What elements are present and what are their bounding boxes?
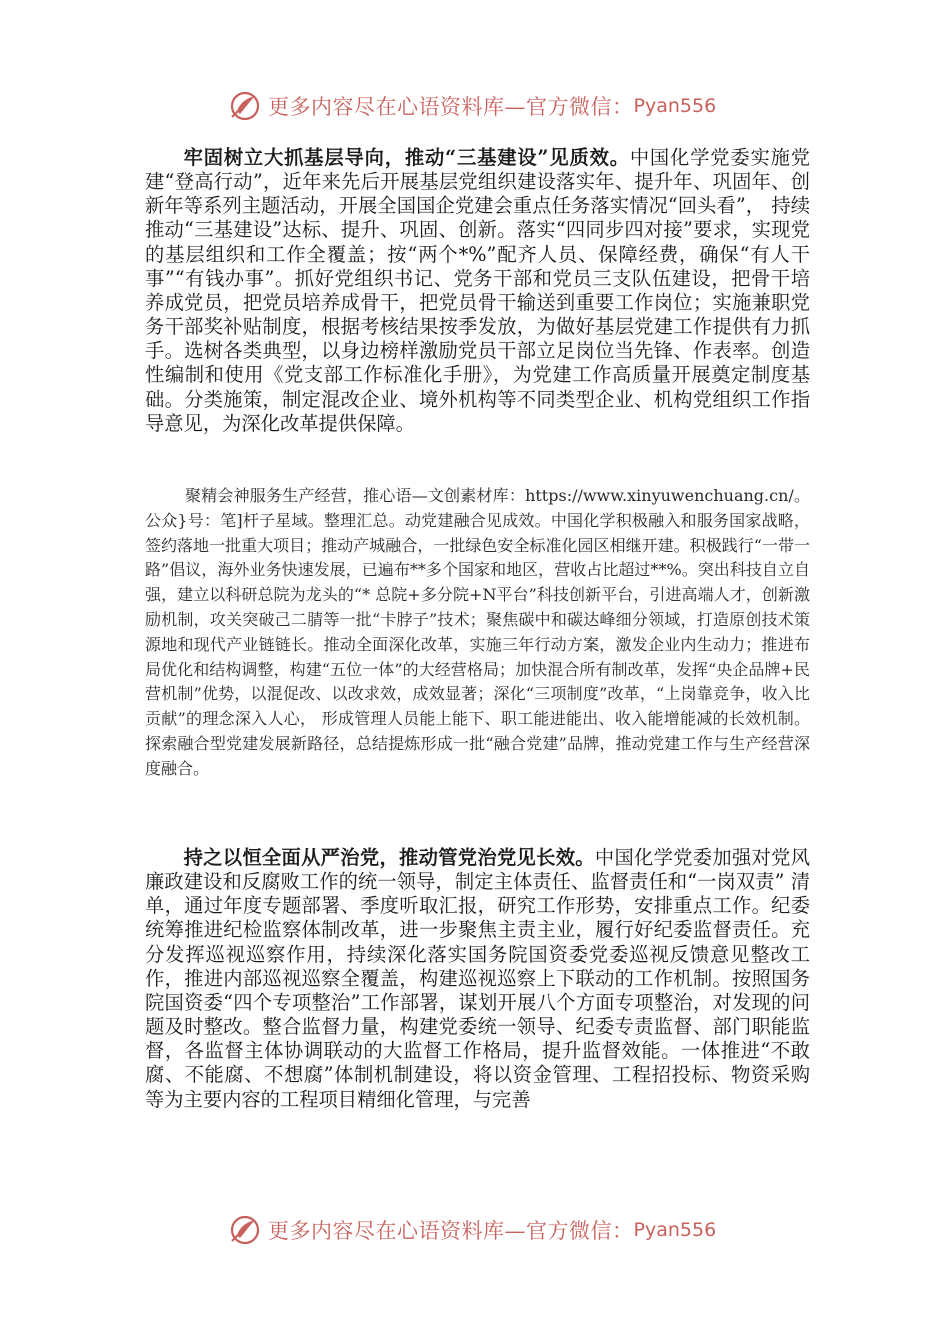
- banner-wechat-id: Pyan556: [633, 95, 717, 117]
- paragraph-body: 中国化学党委加强对党风廉政建设和反腐败工作的统一领导，制定主体责任、监督责任和“一岗双责” 清单，通过年度专题部署、季度听取汇报，研究工作形势，安排重点工作。纪委统筹推进纪检监察体制改革，进一步聚焦主责主业，履行好纪委监督责任。充分发挥巡视巡察作用，持续深化落实国务院国资委党委巡视反馈意见整改工作，推进内部巡视巡察全覆盖，构建巡视巡察上下联动的工作机制。按照国务院国资委“四个专项整治”工作部署，谋划开展八个方面专项整治，对发现的问题及时整改。整合监督力量，构建党委统一领导、纪委专责监督、部门职能监督，各监督主体协调联动的大监督工作格局，提升监督效能。一体推进“不敢腐、不能腐、不想腐”体制机制建设，将以资金管理、工程招投标、物资采购等为主要内容的工程项目精细化管理，与完善: [145, 846, 811, 1111]
- banner-text: 更多内容尽在心语资料库—官方微信：: [268, 95, 634, 119]
- paragraph-heading: 持之以恒全面从严治党，推动管党治党见长效。: [183, 846, 595, 869]
- footer-banner: [228, 1210, 716, 1250]
- banner-text: 更多内容尽在心语资料库—官方微信：: [268, 1219, 634, 1243]
- logo-icon: [228, 1213, 262, 1247]
- banner-wechat-id: Pyan556: [633, 1219, 717, 1241]
- logo-icon: [228, 89, 262, 123]
- header-banner: [228, 86, 716, 126]
- paragraph-integration: 聚精会神服务生产经营，推心语—文创素材库：https://www.xinyuwenchuang.cn/。公众}号：笔]杆子星域。整理汇总。动党建融合见成效。中国化学积极融入和服务国家战略，签约落地一批重大项目；推动产城融合，一批绿色安全标准化园区相继开建。积极践行“一带一路”倡议，海外业务快速发展，已遍布**多个国家和地区，营收占比超过**%。突出科技自立自强，建立以科研总院为龙头的“* 总院+多分院+N平台”科技创新平台，引进高端人才，创新激励机制，攻关突破己二腈等一批“卡脖子”技术；聚焦碳中和碳达峰细分领域，打造原创技术策源地和现代产业链链长。推动全面深化改革，实施三年行动方案，激发企业内生动力；推进布局优化和结构调整，构建“五位一体”的大经营格局；加快混合所有制改革，发挥“央企品牌+民营机制”优势，以混促改、以改求效，成效显著；深化“三项制度”改革，“上岗靠竞争，收入比贡献”的理念深入人心， 形成管理人员能上能下、职工能进能出、收入能增能减的长效机制。探索融合型党建发展新路径，总结提炼形成一批“融合党建”品牌，推动党建工作与生产经营深度融合。: [145, 486, 810, 778]
- paragraph-heading: 牢固树立大抓基层导向，推动“三基建设”见质效。: [183, 146, 630, 169]
- paragraph-discipline: [145, 846, 810, 1112]
- paragraph-grassroots: [145, 146, 810, 436]
- paragraph-body: 中国化学党委实施党建“登高行动”，近年来先后开展基层党组织建设落实年、提升年、巩固年、创新年等系列主题活动，开展全国国企党建会重点任务落实情况“回头看”， 持续推动“三基建设”达标、提升、巩固、创新。落实“四同步四对接”要求，实现党的基层组织和工作全覆盖；按“两个*%”配齐人员、保障经费，确保“有人干事”“有钱办事”。抓好党组织书记、党务干部和党员三支队伍建设，把骨干培养成党员，把党员培养成骨干，把党员骨干输送到重要工作岗位；实施兼职党务干部奖补贴制度，根据考核结果按季发放，为做好基层党建工作提供有力抓手。选树各类典型，以身边榜样激励党员干部立足岗位当先锋、作表率。创造性编制和使用《党支部工作标准化手册》，为党建工作高质量开展奠定制度基础。分类施策，制定混改企业、境外机构等不同类型企业、机构党组织工作指导意见，为深化改革提供保障。: [145, 146, 810, 435]
